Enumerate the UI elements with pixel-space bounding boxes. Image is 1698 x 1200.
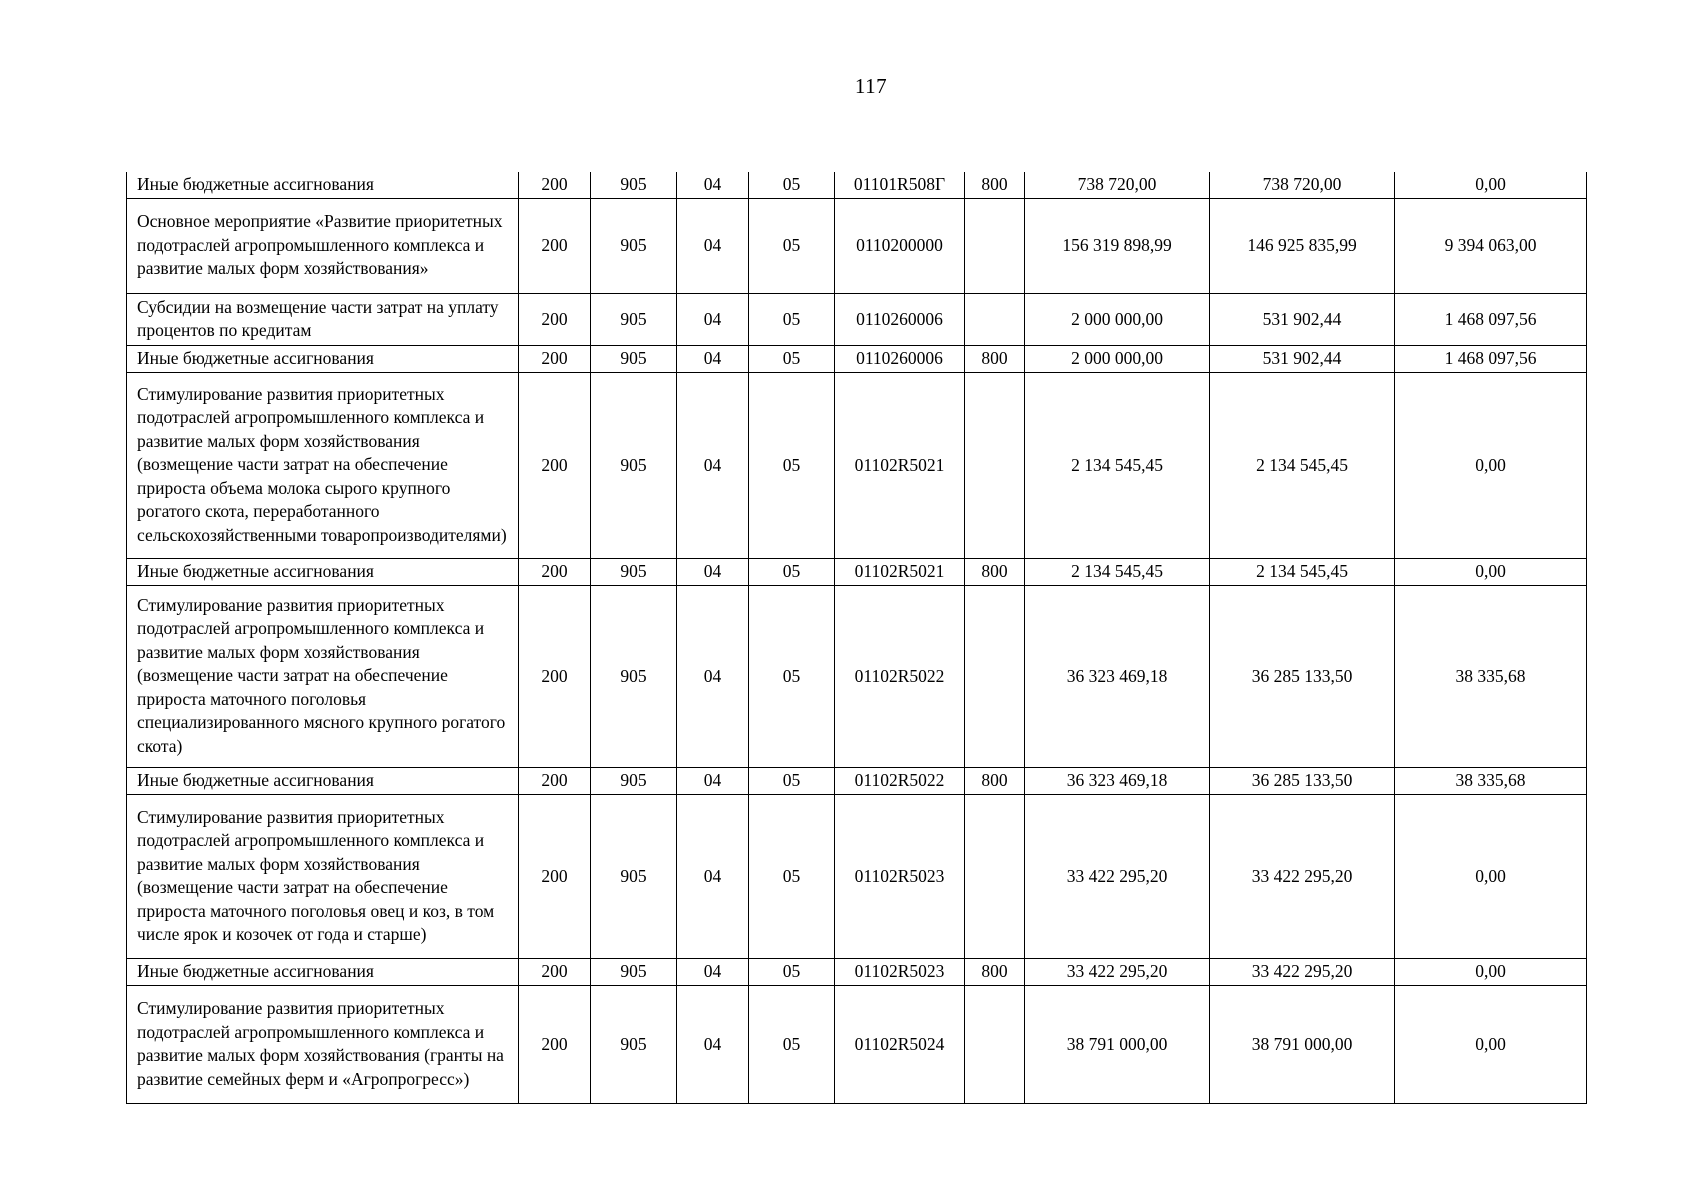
code-cell: 05: [749, 794, 835, 958]
code-cell: 200: [519, 585, 591, 767]
amount-cell: 2 134 545,45: [1210, 558, 1395, 585]
row-name-cell: Стимулирование развития приоритетных подотраслей агропромышленного комплекса и развитие малых форм хозяйствования (возмещение части затрат на обеспечение прироста объема молока сырого крупного рогатого скота, переработанного сельскохозяйственными товаропроизводителями): [127, 372, 519, 558]
amount-cell: 2 134 545,45: [1025, 558, 1210, 585]
code-cell: 04: [677, 767, 749, 794]
code-cell: 800: [965, 958, 1025, 985]
code-cell: 200: [519, 372, 591, 558]
row-name-cell: Иные бюджетные ассигнования: [127, 345, 519, 372]
amount-cell: 738 720,00: [1210, 172, 1395, 198]
code-cell: 905: [591, 958, 677, 985]
amount-cell: 2 000 000,00: [1025, 345, 1210, 372]
code-cell: 05: [749, 558, 835, 585]
row-name-cell: Стимулирование развития приоритетных подотраслей агропромышленного комплекса и развитие малых форм хозяйствования (гранты на развитие семейных ферм и «Агропрогресс»): [127, 985, 519, 1103]
amount-cell: 38 791 000,00: [1210, 985, 1395, 1103]
amount-cell: 1 468 097,56: [1395, 345, 1587, 372]
code-cell: 905: [591, 985, 677, 1103]
amount-cell: 2 134 545,45: [1025, 372, 1210, 558]
code-cell: [965, 293, 1025, 345]
table-row: [127, 345, 1587, 372]
code-cell: 01101R508Г: [835, 172, 965, 198]
code-cell: 05: [749, 767, 835, 794]
row-name-cell: Иные бюджетные ассигнования: [127, 958, 519, 985]
row-name-cell: Основное мероприятие «Развитие приоритетных подотраслей агропромышленного комплекса и развитие малых форм хозяйствования»: [127, 198, 519, 293]
code-cell: 200: [519, 767, 591, 794]
code-cell: 905: [591, 794, 677, 958]
code-cell: 0110200000: [835, 198, 965, 293]
code-cell: 05: [749, 585, 835, 767]
amount-cell: 0,00: [1395, 794, 1587, 958]
code-cell: 905: [591, 585, 677, 767]
code-cell: 905: [591, 293, 677, 345]
table-row: [127, 293, 1587, 345]
amount-cell: 1 468 097,56: [1395, 293, 1587, 345]
amount-cell: 9 394 063,00: [1395, 198, 1587, 293]
code-cell: 01102R5022: [835, 767, 965, 794]
code-cell: 05: [749, 958, 835, 985]
code-cell: [965, 372, 1025, 558]
row-name-cell: Субсидии на возмещение части затрат на уплату процентов по кредитам: [127, 293, 519, 345]
row-name-cell: Иные бюджетные ассигнования: [127, 558, 519, 585]
code-cell: 05: [749, 345, 835, 372]
amount-cell: 531 902,44: [1210, 345, 1395, 372]
code-cell: 0110260006: [835, 293, 965, 345]
code-cell: 01102R5021: [835, 372, 965, 558]
code-cell: 905: [591, 172, 677, 198]
table-row: [127, 585, 1587, 767]
row-name-cell: Стимулирование развития приоритетных подотраслей агропромышленного комплекса и развитие малых форм хозяйствования (возмещение части затрат на обеспечение прироста маточного поголовья овец и коз, в том числе ярок и козочек от года и старше): [127, 794, 519, 958]
amount-cell: 738 720,00: [1025, 172, 1210, 198]
amount-cell: 38 335,68: [1395, 767, 1587, 794]
amount-cell: 2 134 545,45: [1210, 372, 1395, 558]
table-row: [127, 767, 1587, 794]
amount-cell: 0,00: [1395, 985, 1587, 1103]
amount-cell: 0,00: [1395, 372, 1587, 558]
code-cell: 04: [677, 985, 749, 1103]
code-cell: 905: [591, 345, 677, 372]
code-cell: 800: [965, 345, 1025, 372]
code-cell: 01102R5023: [835, 794, 965, 958]
amount-cell: 146 925 835,99: [1210, 198, 1395, 293]
amount-cell: 0,00: [1395, 958, 1587, 985]
table-row: [127, 558, 1587, 585]
code-cell: 200: [519, 985, 591, 1103]
code-cell: 05: [749, 172, 835, 198]
code-cell: 05: [749, 985, 835, 1103]
code-cell: 905: [591, 372, 677, 558]
amount-cell: 38 335,68: [1395, 585, 1587, 767]
code-cell: 04: [677, 958, 749, 985]
row-name-cell: Иные бюджетные ассигнования: [127, 767, 519, 794]
code-cell: 0110260006: [835, 345, 965, 372]
code-cell: 200: [519, 558, 591, 585]
code-cell: 200: [519, 293, 591, 345]
code-cell: 04: [677, 345, 749, 372]
page-number: 117: [854, 74, 888, 98]
code-cell: 04: [677, 372, 749, 558]
code-cell: 04: [677, 558, 749, 585]
code-cell: 05: [749, 198, 835, 293]
code-cell: 200: [519, 198, 591, 293]
code-cell: 01102R5024: [835, 985, 965, 1103]
amount-cell: 38 791 000,00: [1025, 985, 1210, 1103]
code-cell: 01102R5022: [835, 585, 965, 767]
table-row: [127, 958, 1587, 985]
code-cell: 04: [677, 293, 749, 345]
amount-cell: 33 422 295,20: [1210, 958, 1395, 985]
amount-cell: 0,00: [1395, 558, 1587, 585]
code-cell: 200: [519, 958, 591, 985]
code-cell: 800: [965, 172, 1025, 198]
code-cell: 800: [965, 767, 1025, 794]
amount-cell: 36 323 469,18: [1025, 767, 1210, 794]
amount-cell: 36 285 133,50: [1210, 585, 1395, 767]
code-cell: 905: [591, 198, 677, 293]
row-name-cell: Иные бюджетные ассигнования: [127, 172, 519, 198]
code-cell: [965, 794, 1025, 958]
amount-cell: 0,00: [1395, 172, 1587, 198]
code-cell: 905: [591, 767, 677, 794]
amount-cell: 2 000 000,00: [1025, 293, 1210, 345]
budget-table: [126, 172, 1587, 1104]
code-cell: 905: [591, 558, 677, 585]
code-cell: [965, 585, 1025, 767]
code-cell: 200: [519, 345, 591, 372]
code-cell: 01102R5023: [835, 958, 965, 985]
table-row: [127, 372, 1587, 558]
amount-cell: 156 319 898,99: [1025, 198, 1210, 293]
amount-cell: 33 422 295,20: [1025, 794, 1210, 958]
code-cell: 01102R5021: [835, 558, 965, 585]
code-cell: 200: [519, 172, 591, 198]
code-cell: 04: [677, 198, 749, 293]
code-cell: 04: [677, 794, 749, 958]
code-cell: 200: [519, 794, 591, 958]
amount-cell: 531 902,44: [1210, 293, 1395, 345]
table-row: [127, 985, 1587, 1103]
code-cell: [965, 198, 1025, 293]
amount-cell: 33 422 295,20: [1025, 958, 1210, 985]
code-cell: [965, 985, 1025, 1103]
table-row: [127, 198, 1587, 293]
code-cell: 05: [749, 372, 835, 558]
code-cell: 04: [677, 585, 749, 767]
code-cell: 04: [677, 172, 749, 198]
row-name-cell: Стимулирование развития приоритетных подотраслей агропромышленного комплекса и развитие малых форм хозяйствования (возмещение части затрат на обеспечение прироста маточного поголовья специализированного мясного крупного рогатого скота): [127, 585, 519, 767]
code-cell: 800: [965, 558, 1025, 585]
amount-cell: 36 323 469,18: [1025, 585, 1210, 767]
amount-cell: 36 285 133,50: [1210, 767, 1395, 794]
code-cell: 05: [749, 293, 835, 345]
amount-cell: 33 422 295,20: [1210, 794, 1395, 958]
table-row: [127, 172, 1587, 198]
table-row: [127, 794, 1587, 958]
